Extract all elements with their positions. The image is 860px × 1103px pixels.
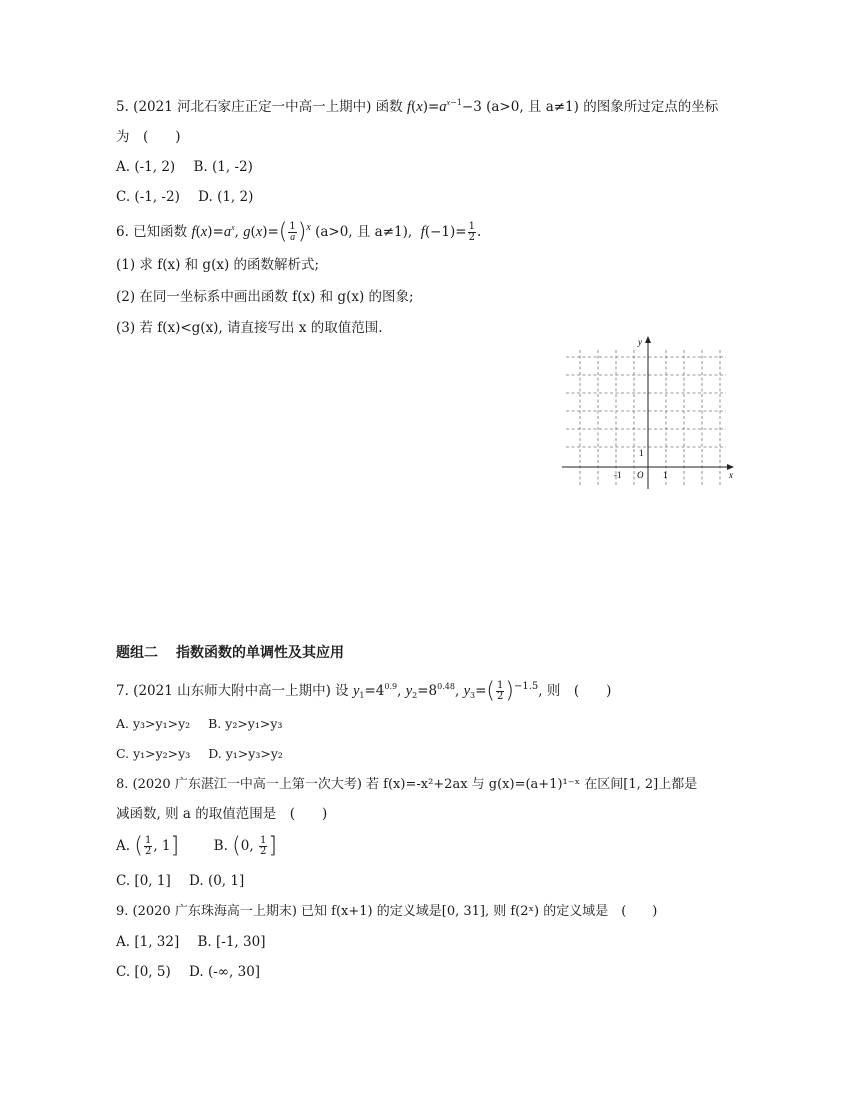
- q6-text-post: (a>0, 且 a≠1),: [315, 224, 413, 240]
- q9-option-b[interactable]: B. [-1, 30]: [197, 934, 266, 950]
- q5-option-c[interactable]: C. (-1, -2): [116, 189, 180, 205]
- q8-option-d[interactable]: D. (0, 1]: [189, 873, 245, 889]
- q7-options-row1: [116, 715, 296, 733]
- y-axis-arrow: [645, 336, 651, 343]
- q8-option-b[interactable]: B. (0, $\frac{1}{2}$ ]: [213, 833, 277, 859]
- q6-text-pre: 6. 已知函数: [116, 224, 188, 240]
- q6-condition: f(−1)= $\frac{1}{2}$ .: [420, 221, 482, 243]
- section-group: 题组二: [116, 645, 158, 661]
- q9-option-c[interactable]: C. [0, 5): [116, 964, 171, 980]
- q5-text-post: (a>0, 且 a≠1) 的图象所过定点的坐标: [486, 99, 719, 115]
- q8-options-row1: [116, 833, 277, 859]
- q6-formula-g: g(x)=( $\frac{1}{a}$ )$^x$: [243, 219, 311, 245]
- y-axis-label: y: [638, 337, 642, 347]
- q7-option-c[interactable]: C. y₁>y₂>y₃: [116, 746, 191, 761]
- q7-option-d[interactable]: D. y₁>y₃>y₂: [208, 746, 283, 761]
- q6-sub3: (3) 若 f(x)<g(x), 请直接写出 x 的取值范围.: [116, 320, 383, 336]
- q9-option-d[interactable]: D. (-∞, 30]: [189, 964, 261, 980]
- q7-option-b[interactable]: B. y₂>y₁>y₃: [208, 716, 283, 731]
- coordinate-grid: [556, 332, 746, 492]
- q8-option-c[interactable]: C. [0, 1]: [116, 873, 171, 889]
- section-heading: [116, 642, 362, 662]
- origin-label: O: [637, 470, 644, 480]
- section-title: 指数函数的单调性及其应用: [176, 645, 344, 661]
- q5-line2: 为 ( ): [116, 129, 181, 145]
- y-tick-label: 1: [639, 448, 644, 458]
- q5-option-d[interactable]: D. (1, 2): [198, 189, 254, 205]
- q8-line2: 减函数, 则 a 的取值范围是 ( ): [116, 806, 328, 822]
- q7-text-post: , 则 ( ): [538, 683, 612, 699]
- q9-options-row2: [116, 963, 274, 981]
- q7-option-a[interactable]: A. y₃>y₁>y₂: [116, 716, 191, 731]
- q5-option-b[interactable]: B. (1, -2): [193, 159, 253, 175]
- q5-option-a[interactable]: A. (-1, 2): [116, 159, 176, 175]
- q6-sub1: (1) 求 f(x) 和 g(x) 的函数解析式;: [116, 257, 320, 273]
- q5-options-row1: [116, 158, 267, 176]
- q6-formula-f: $f(x)=a^x$,: [191, 223, 239, 240]
- x-tick-neg-label: -1: [614, 470, 622, 480]
- q9-options-row1: [116, 933, 279, 951]
- x-axis-label: x: [729, 470, 733, 480]
- x-tick-pos-label: 1: [663, 470, 668, 480]
- q7-options-row2: [116, 745, 297, 763]
- q7-stem: [116, 678, 612, 704]
- q5-stem: 5. (2021 河北石家庄正定一中高一上期中) 函数 $f(x)=a^{x-1}-3$ (a>0, 且 a≠1) 的图象所过定点的坐标: [116, 98, 719, 115]
- q7-text-pre: 7. (2021 山东师大附中高一上期中) 设: [116, 683, 349, 699]
- q9-line1: 9. (2020 广东珠海高一上期末) 已知 f(x+1) 的定义域是[0, 31], 则 f(2ˣ) 的定义域是 ( ): [116, 904, 658, 919]
- q6-sub2: (2) 在同一坐标系中画出函数 f(x) 和 g(x) 的图象;: [116, 289, 414, 305]
- q5-options-row2: [116, 188, 267, 206]
- q7-formula: $y_1=4^{0.9}$, $y_2=8^{0.48}$, $y_3=$( $\frac{1}{2}$ )$^{-1.5}$: [352, 678, 539, 704]
- q8-options-row2: [116, 872, 258, 890]
- q6-stem: [116, 219, 482, 245]
- q9-option-a[interactable]: A. [1, 32]: [116, 934, 180, 950]
- q5-formula: f: [406, 99, 411, 115]
- q8-line1: 8. (2020 广东湛江一中高一上第一次大考) 若 f(x)=-x²+2ax 与 g(x)=(a+1)¹⁻ˣ 在区间[1, 2]上都是: [116, 777, 698, 792]
- q8-option-a[interactable]: A. ( $\frac{1}{2}$ , 1]: [116, 833, 180, 859]
- q5-text-pre: 5. (2021 河北石家庄正定一中高一上期中) 函数: [116, 99, 403, 115]
